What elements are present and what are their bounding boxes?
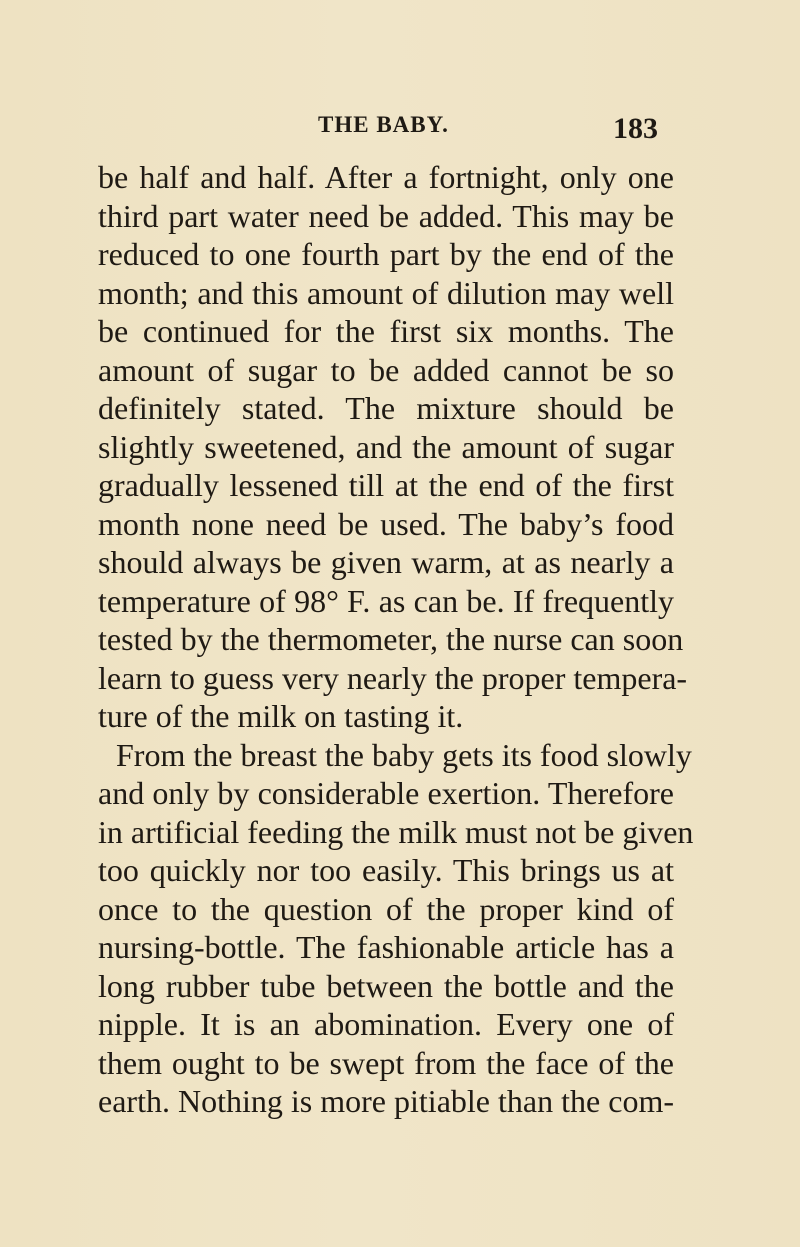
- text-line: gradually lessened till at the end of the first: [98, 467, 674, 503]
- text-line: them ought to be swept from the face of the: [98, 1044, 674, 1081]
- text-line: third part water need be added. This may be: [98, 197, 674, 234]
- running-title: THE BABY.: [318, 112, 449, 137]
- text-line: once to the question of the proper kind of: [98, 890, 674, 927]
- text-line: earth. Nothing is more pitiable than the com-: [98, 1083, 674, 1119]
- text-line: in artificial feeding the milk must not be given: [98, 813, 694, 850]
- text-line: definitely stated. The mixture should be: [98, 390, 674, 426]
- text-line: tested by the thermometer, the nurse can soon: [98, 621, 684, 657]
- text-line: too quickly nor too easily. This brings us at: [98, 852, 674, 888]
- text-line: month none need be used. The baby’s food: [98, 505, 674, 542]
- text-line: temperature of 98° F. as can be. If frequently: [98, 582, 674, 619]
- text-line: be continued for the first six months. The: [98, 313, 674, 349]
- page-number: 183: [613, 112, 658, 145]
- text-line: nursing-bottle. The fashionable article has a: [98, 929, 674, 965]
- running-head: [98, 112, 658, 152]
- text-line: long rubber tube between the bottle and the: [98, 967, 674, 1004]
- text-line: nipple. It is an abomination. Every one of: [98, 1006, 674, 1042]
- text-line: month; and this amount of dilution may well: [98, 274, 674, 311]
- text-line: and only by considerable exertion. Therefore: [98, 775, 674, 811]
- text-line: be half and half. After a fortnight, only one: [98, 159, 674, 195]
- text-line: slightly sweetened, and the amount of sugar: [98, 428, 674, 465]
- paragraph-start-line: From the breast the baby gets its food slowly: [116, 736, 692, 773]
- paragraph-end-line: ture of the milk on tasting it.: [98, 698, 464, 734]
- text-line: reduced to one fourth part by the end of the: [98, 236, 674, 272]
- text-line: should always be given warm, at as nearly a: [98, 544, 674, 580]
- body-text: [98, 158, 694, 1121]
- text-line: amount of sugar to be added cannot be so: [98, 351, 674, 388]
- text-line: learn to guess very nearly the proper tempera-: [98, 659, 688, 696]
